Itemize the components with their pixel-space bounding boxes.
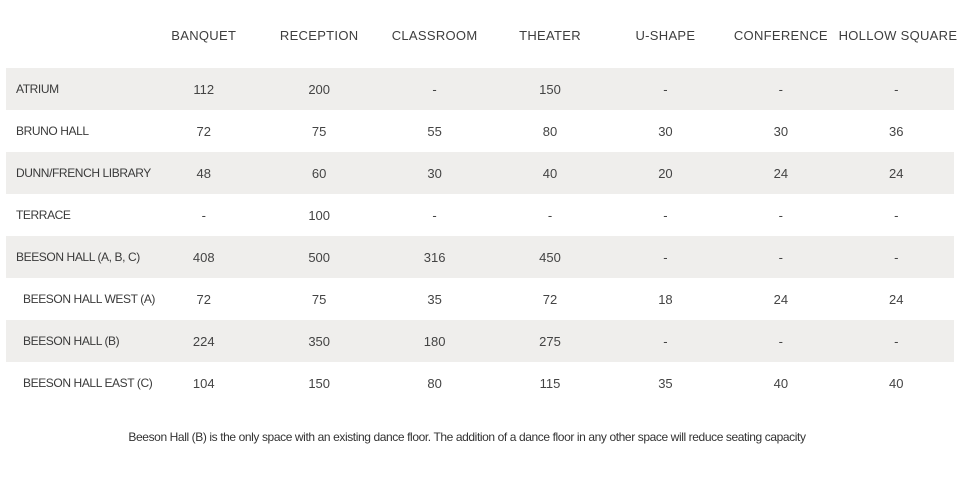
table-cell: 450 [492,236,607,278]
table-cell: 36 [889,123,904,139]
table-cell: 180 [377,320,492,362]
table-cell: - [723,236,838,278]
table-cell: - [723,320,838,362]
table-cell: 35 [427,291,442,307]
table-cell: - [201,207,206,223]
capacity-table [6,12,958,404]
header-classroom: CLASSROOM [391,27,478,43]
table-cell: 75 [311,123,327,139]
table-cell: 35 [658,375,673,391]
table-row [6,152,954,194]
table-cell: 112 [146,68,261,110]
table-cell: 316 [377,236,492,278]
table-row [6,68,954,110]
table-cell: 48 [146,152,261,194]
header-banquet: BANQUET [171,27,237,43]
table-cell: 500 [261,236,376,278]
room-name: TERRACE [16,208,71,222]
table-cell: - [723,68,838,110]
table-row [6,278,954,320]
room-name: DUNN/FRENCH LIBRARY [6,152,146,194]
header-room-blank [6,12,146,68]
table-cell: 150 [492,68,607,110]
table-cell: - [839,68,954,110]
header-reception: RECEPTION [279,27,359,43]
room-name: BEESON HALL (B) [6,320,146,362]
table-cell: - [432,207,437,223]
table-row [6,236,954,278]
table-cell: - [894,207,899,223]
table-cell: - [608,236,723,278]
table-cell: - [608,320,723,362]
table-row [6,320,954,362]
table-cell: 24 [723,152,838,194]
table-cell: 60 [261,152,376,194]
table-cell: 75 [311,291,327,307]
header-u-shape: U-SHAPE [635,27,696,43]
table-cell: 24 [889,291,904,307]
table-cell: 30 [658,123,673,139]
table-cell: 200 [261,68,376,110]
table-cell: 24 [773,291,789,307]
table-cell: 80 [427,375,442,391]
table-cell: 20 [608,152,723,194]
header-theater: THEATER [519,27,581,43]
table-cell: 72 [542,291,558,307]
header-row [6,12,954,68]
table-cell: 40 [492,152,607,194]
room-name: BEESON HALL (A, B, C) [6,236,146,278]
table-cell: 115 [539,375,561,391]
dance-floor-note: Beeson Hall (B) is the only space with an existing dance floor. The addition of a dance floor in any other space will reduce seating capacity [128,430,806,444]
header-hollow-square: HOLLOW SQUARE [838,27,958,43]
table-cell: - [778,207,784,223]
table-cell: 24 [839,152,954,194]
table-cell: 18 [658,291,673,307]
table-cell: - [663,207,668,223]
table-cell: 100 [308,207,331,223]
table-cell: - [839,236,954,278]
table-cell: - [377,68,492,110]
table-cell: 80 [542,123,558,139]
header-conference: CONFERENCE [733,27,828,43]
table-cell: 30 [773,123,789,139]
table-cell: 40 [889,375,904,391]
room-name: ATRIUM [6,68,146,110]
table-cell: - [839,320,954,362]
table-cell: 350 [261,320,376,362]
table-cell: - [608,68,723,110]
table-row [6,362,954,404]
table-cell: 224 [146,320,261,362]
table-cell: 72 [196,123,211,139]
room-name: BRUNO HALL [16,124,89,138]
table-cell: 72 [196,291,211,307]
table-cell: - [547,207,553,223]
table-cell: 55 [427,123,442,139]
table-cell: 150 [308,375,331,391]
table-row [6,194,954,236]
table-cell: 104 [192,375,215,391]
table-cell: 275 [492,320,607,362]
table-cell: 40 [773,375,789,391]
room-name: BEESON HALL WEST (A) [23,292,156,306]
table-cell: 408 [146,236,261,278]
table-cell: 30 [377,152,492,194]
table-row [6,110,954,152]
room-name: BEESON HALL EAST (C) [23,376,153,390]
